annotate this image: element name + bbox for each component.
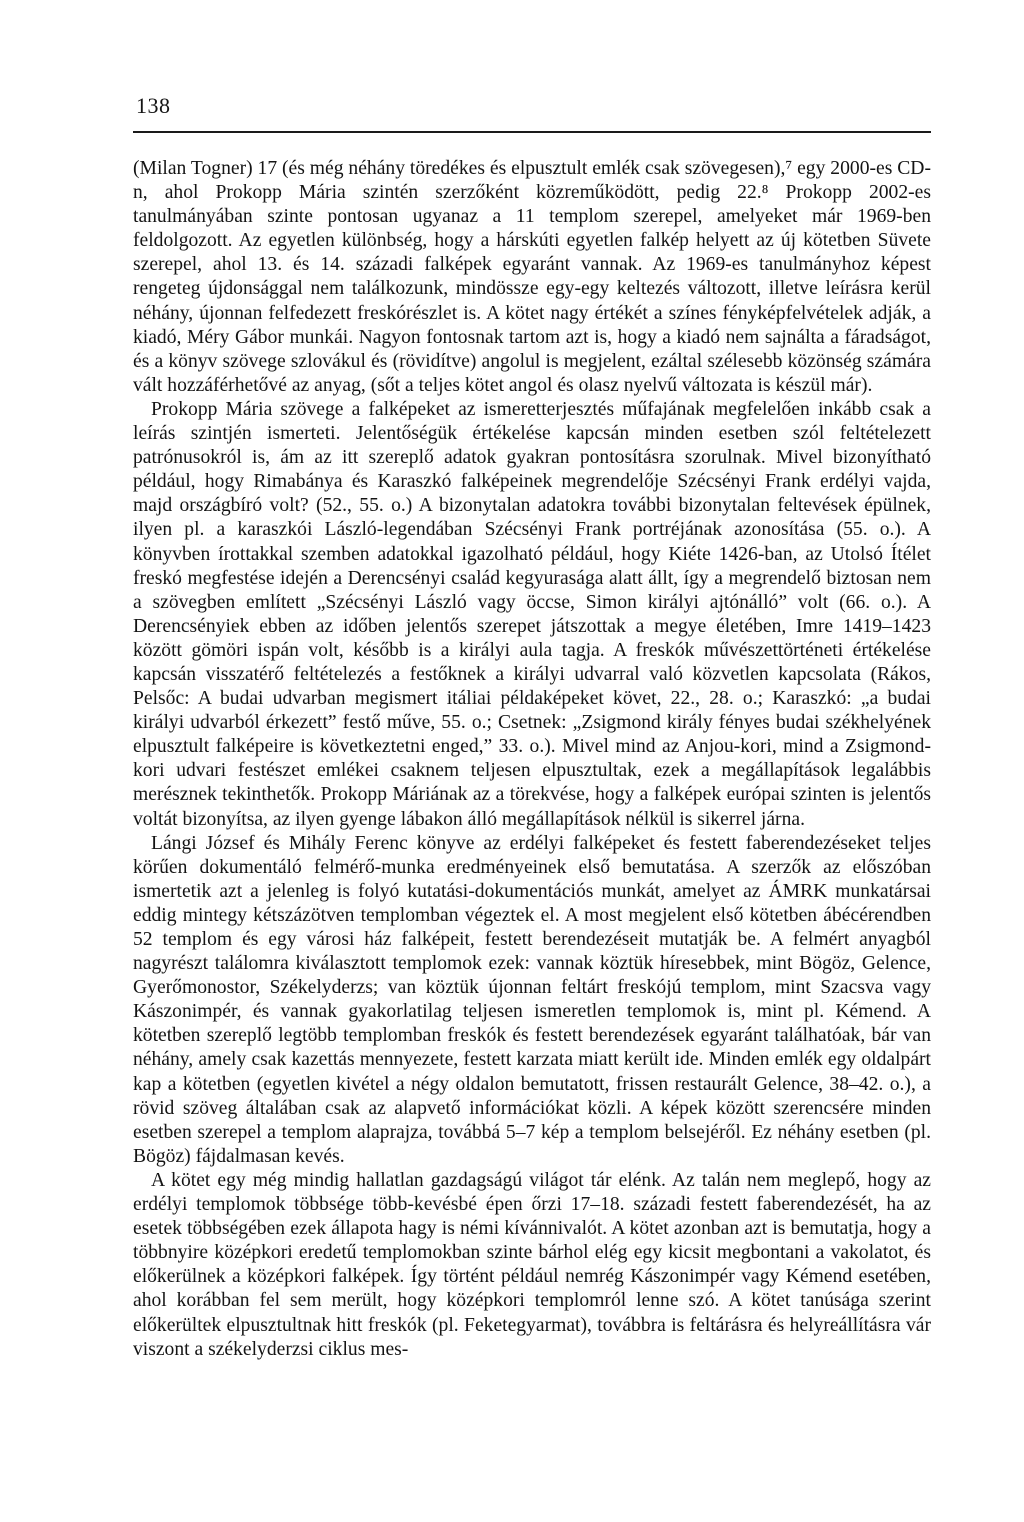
- header-rule: [133, 131, 931, 133]
- body-text: [133, 157, 931, 1362]
- paragraph: Lángi József és Mihály Ferenc könyve az erdélyi falképeket és festett faberendezéseket teljes körűen dokumentáló felmérő-munka eredményeinek első bemutatása. A szerzők az előszóban ismertetik azt a jelenleg is folyó kutatási-dokumentációs munkát, amelyet az ÁMRK munkatársai eddig mintegy kétszázötven templomban végeztek el. A most megjelent első kötetben ábécérendben 52 templom és egy városi ház falképeit, festett berendezéseit mutatják be. A felmért anyagból nagyrészt találomra kiválasztott templomok ezek: vannak köztük híresebbek, mint Bögöz, Gelence, Gyerőmonostor, Székelyderzs; van köztük újonnan feltárt freskójú templom, mint Szacsva vagy Kászonimpér, és vannak gyakorlatilag teljesen ismeretlen templomok is, mint pl. Kémend. A kötetben szereplő legtöbb templomban freskók és festett berendezések egyaránt találhatóak, bár van néhány, amely csak kazettás mennyezete, festett karzata miatt került ide. Minden emlék egy oldalpárt kap a kötetben (egyetlen kivétel a négy oldalon bemutatott, frissen restaurált Gelence, 38–42. o.), a rövid szöveg általában csak az alapvető információkat közli. A képek között szerencsére minden esetben szerepel a templom alaprajza, továbbá 5–7 kép a templom belsejéről. Ez néhány esetben (pl. Bögöz) fájdalmasan kevés.: [133, 832, 931, 1167]
- paragraph: Prokopp Mária szövege a falképeket az ismeretterjesztés műfajának megfelelően inkább csak a leírás szintjén ismerteti. Jelentőségük értékelése kapcsán minden esetben szól feltételezett patrónusokról is, ám az itt szereplő adatok gyakran pontosításra szorulnak. Mivel bizonyítható például, hogy Rimabánya és Karaszkó falképeinek megrendelője Szécsényi Frank erdélyi vajda, majd országbíró volt? (52., 55. o.) A bizonytalan adatokra további bizonytalan feltevések épülnek, ilyen pl. a karaszkói László-legendában Szécsényi Frank portréjának azonosítása (55. o.). A könyvben írottakkal szemben adatokkal igazolható például, hogy Kiéte 1426-ban, az Utolsó Ítélet freskó megfestése idején a Derencsényi család kegyurasága alatt állt, így a megrendelő biztosan nem a szövegben említett „Szécsényi László vagy öccse, Simon királyi ajtónálló” volt (66. o.). A Derencsényiek ebben az időben jelentős szerepet játszottak a megye életében, Imre 1419–1423 között gömöri ispán volt, később is a királyi aula tagja. A freskók művészettörténeti értékelése kapcsán visszatérő feltételezés a festőknek a királyi udvarral való közvetlen kapcsolata (Rákos, Pelsőc: A budai udvarban megismert itáliai példaképeket követ, 22., 28. o.; Karaszkó: „a budai királyi udvarból érkezett” festő műve, 55. o.; Csetnek: „Zsigmond király fényes budai székhelyének elpusztult falképeire is következtetni enged,” 33. o.). Mivel mind az Anjou-kori, mind a Zsigmond-kori udvari festészet emlékei csaknem teljesen elpusztultak, ezek a megállapítások legalábbis merésznek tekinthetők. Prokopp Máriának az a törekvése, hogy a falképek európai szinten is jelentős voltát bizonyítsa, az ilyen gyenge lábakon álló megállapítások nélkül is sikerrel járna.: [133, 398, 931, 830]
- page-number: 138: [136, 93, 171, 118]
- paragraph: A kötet egy még mindig hallatlan gazdagságú világot tár elénk. Az talán nem meglepő, hogy az erdélyi templomok többsége több-kevésbé épen őrzi 17–18. századi festett faberendezését, ha az esetek többségében ezek állapota hagy is némi kívánnivalót. A kötet azonban azt is bemutatja, hogy a többnyire középkori eredetű templomokban szinte bárhol elég egy kicsit megbontani a vakolatot, és előkerülnek a középkori falképek. Így történt például nemrég Kászonimpér vagy Kémend esetében, ahol korábban fel sem merült, hogy középkori templomról lenne szó. A kötet tanúsága szerint előkerültek elpusztultnak hitt freskók (pl. Feketegyarmat), továbbra is feltárásra és helyreállításra vár viszont a székelyderzsi ciklus mes-: [133, 1169, 931, 1360]
- paragraph: (Milan Togner) 17 (és még néhány töredékes és elpusztult emlék csak szövegesen),⁷ egy 2000-es CD-n, ahol Prokopp Mária szintén szerzőként közreműködött, pedig 22.⁸ Prokopp 2002-es tanulmányában szinte pontosan ugyanaz a 11 templom szerepel, amelyeket már 1969-ben feldolgozott. Az egyetlen különbség, hogy a hárskúti egyetlen falkép helyett az új kötetben Süvete szerepel, ahol 13. és 14. századi falképek egyaránt vannak. Az 1969-es tanulmányhoz képest rengeteg újdonsággal nem találkozunk, mindössze egy-egy keltezés változott, illetve leírásra kerül néhány, újonnan felfedezett freskórészlet is. A kötet nagy értékét a színes fényképfelvételek adják, a kiadó, Méry Gábor munkái. Nagyon fontosnak tartom azt is, hogy a kiadó nem sajnálta a fáradságot, és a könyv szövege szlovákul és (rövidítve) angolul is megjelent, ezáltal szélesebb közönség számára vált hozzáférhetővé az anyag, (sőt a teljes kötet angol és olasz nyelvű változata is készül már).: [133, 158, 931, 396]
